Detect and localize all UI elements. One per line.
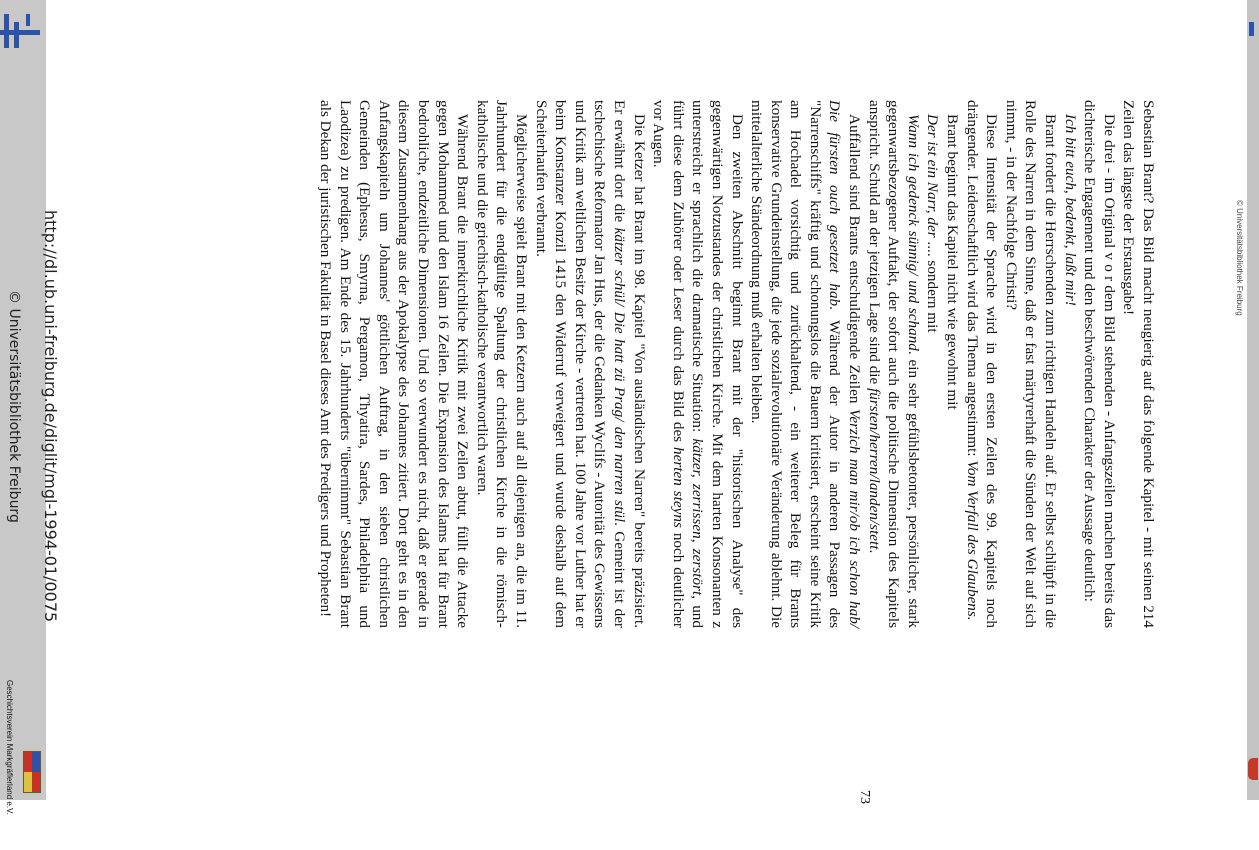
italic-quote: Verzich man mir/ob ich schon hab/ Die fürsten ouch gesetzet hab bbox=[826, 100, 864, 629]
right-margin-text: © Universitätsbibliothek Freiburg bbox=[1235, 200, 1244, 316]
italic-quote: Vom Verfall des Glaubens. bbox=[963, 460, 981, 621]
text-run: , und führt diese dem Zuhörer oder Leser durch das Bild des bbox=[669, 100, 707, 628]
right-logo-icon bbox=[1249, 22, 1254, 36]
paragraph bbox=[531, 100, 649, 628]
text-run: Auffallend sind Brants entschuldigende Zeilen bbox=[846, 114, 864, 409]
text-run: Möglicherweise spielt Brant mit den Ketzern auch auf all diejenigen an, die im 11. Jahrhundert für die endgültige Spaltung der christlichen Kirche in die römisch-katholische und die griechisch-katholische verantwortlich waren. bbox=[473, 100, 530, 628]
society-name bbox=[4, 680, 18, 815]
text-run: Brant beginnt das Kapitel nicht wie gewohnt mit bbox=[944, 114, 962, 410]
paragraph bbox=[649, 100, 747, 628]
text-run: Die Ketzer hat Brant im 98. Kapitel "Von ausländischen Narren" bereits präzisiert. Er erwähnt dort die bbox=[610, 100, 648, 628]
italic-quote: kätzer, zerrissen, zerstört bbox=[689, 438, 707, 596]
source-url[interactable] bbox=[36, 210, 62, 623]
paragraph bbox=[962, 100, 1001, 628]
paragraph bbox=[1119, 100, 1158, 628]
coat-of-arms-icon bbox=[23, 751, 41, 793]
paragraph bbox=[472, 100, 531, 628]
text-run: . Gemeint ist der tschechische Reformator Jan Hus, der die Gedanken Wyclifs - Autorität des Gewissens und Kritik am weltlichen Besitz der Kirche - vertreten hat. 100 Jahre vor Luther hat er beim Konstanzer Konzil 1415 den Widerruf verweigert und wurde deshalb auf dem Scheiterhaufen verbrannt. bbox=[532, 100, 628, 628]
text-run: Sebastian Brant? Das Bild macht neugierig auf das folgende Kapitel - mit seinen 214 Zeilen das längste der Erstausgabe! bbox=[1120, 100, 1157, 628]
paragraph bbox=[864, 100, 923, 628]
text-run: Den zweiten Abschnitt beginnt Brant mit der "historischen Analyse" des gegenwärtigen Notzustandes der christlichen Kirche. Mit dem harten Konsonanten z unterstreicht er sprachlich die dramatische Situation: bbox=[689, 100, 746, 628]
italic-quote: Ich bitt euch, bedenkt, laßt mir! bbox=[1061, 114, 1079, 306]
italic-quote: Der ist ein Narr, der bbox=[924, 114, 942, 238]
text-run: .... sondern mit bbox=[924, 237, 942, 333]
society-line-2: Markgräflerland e.V. bbox=[5, 743, 14, 815]
text-run: . bbox=[865, 549, 883, 554]
right-margin-strip bbox=[1247, 0, 1259, 800]
paragraph bbox=[1080, 100, 1119, 628]
italic-quote: fürsten/herren/landen/stett bbox=[865, 388, 883, 550]
italic-quote: kätzer schül/ Die hatt zü Prag/ den narren stül bbox=[610, 227, 628, 523]
text-run: . ein sehr gefühlsbetonter, persönlicher, stark gegenwartsbezogener Auftakt, der sofort auch die politische Dimension des Kapitels anspricht. Schuld an der jetzigen Lage sind die bbox=[865, 100, 922, 628]
page-number: 73 bbox=[857, 790, 872, 804]
paragraph bbox=[942, 100, 962, 628]
text-run: noch deutlicher vor Augen. bbox=[650, 100, 687, 628]
library-logo-icon bbox=[0, 14, 40, 48]
page-body-text bbox=[317, 100, 1158, 629]
paragraph bbox=[1001, 100, 1060, 628]
society-line-1: Geschichtsverein bbox=[5, 680, 14, 742]
copyright-notice bbox=[6, 290, 34, 610]
italic-quote: Wann ich gedenck sünnig/ und schand bbox=[904, 114, 922, 351]
source-url-text[interactable]: http://dl.ub.uni-freiburg.de/diglit/mgl-1994-01/0075 bbox=[41, 210, 60, 623]
text-run: . Während der Autor in anderen Passagen des "Narrenschiffs" kräftig und schonungslos die Bauern kritisiert, erscheint seine Kritik am Hochadel vorsichtig und zurückhaltend, - ein weiterer Beleg für Brants konservative Grundeinstellung, die jede sozialrevolutionäre Veränderung ablehnt. Die mittelalterliche Ständeordnung muß erhalten bleiben. bbox=[748, 100, 844, 629]
italic-quote: herten steyns bbox=[669, 447, 687, 528]
text-run: Brant fordert die Herrschenden zum richtigen Handeln auf. Er selbst schlüpft in die Rolle des Narren in dem Sinne, daß er fast märtyrerhaft die Sünden der Welt auf sich nimmt, - in der Nachfolge Christi? bbox=[1002, 100, 1060, 628]
right-margin-note bbox=[1234, 200, 1244, 720]
right-seal-icon bbox=[1248, 758, 1258, 780]
text-run: Die drei - im Original v o r dem Bild stehenden - Anfangszeilen machen bereits das dichterische Engagement und den beschwörenden Charakter der Aussage deutlich: bbox=[1081, 100, 1118, 628]
text-run: Diese Intensität der Sprache wird in den ersten Zeilen des 99. Kapitels noch drängender. Leidenschaftlich wird das Thema angestimmt: bbox=[963, 100, 1001, 628]
paragraph bbox=[923, 100, 943, 628]
paragraph bbox=[1060, 100, 1080, 628]
text-run: Während Brant die innerkirchliche Kritik mit zwei Zeilen abtut, füllt die Attacke gegen Mohammed und den Islam 16 Zeilen. Die Expansion des Islams hat für Brant bedrohliche, endzeitliche Dimensionen. Und so verwundert es nicht, daß er gerade in diesem Zusammenhang aus der Apokalypse des Johannes zitiert. Dort geht es in den Anfangskapiteln um Johannes' göttlichen Auftrag, in den sieben christlichen Gemeinden (Ephesus, Smyrna, Pergamon, Thyatira, Sardes, Philadelphia und Laodizea) zu predigen. Am Ende des 15. Jahrhunderts "übernimmt" Sebastian Brant als Dekan der juristischen Fakultät in Basel dieses Amt des Predigers und Propheten! bbox=[317, 100, 472, 628]
paragraph bbox=[747, 100, 865, 628]
copyright-text: © Universitätsbibliothek Freiburg bbox=[6, 290, 22, 523]
paragraph bbox=[315, 100, 472, 628]
